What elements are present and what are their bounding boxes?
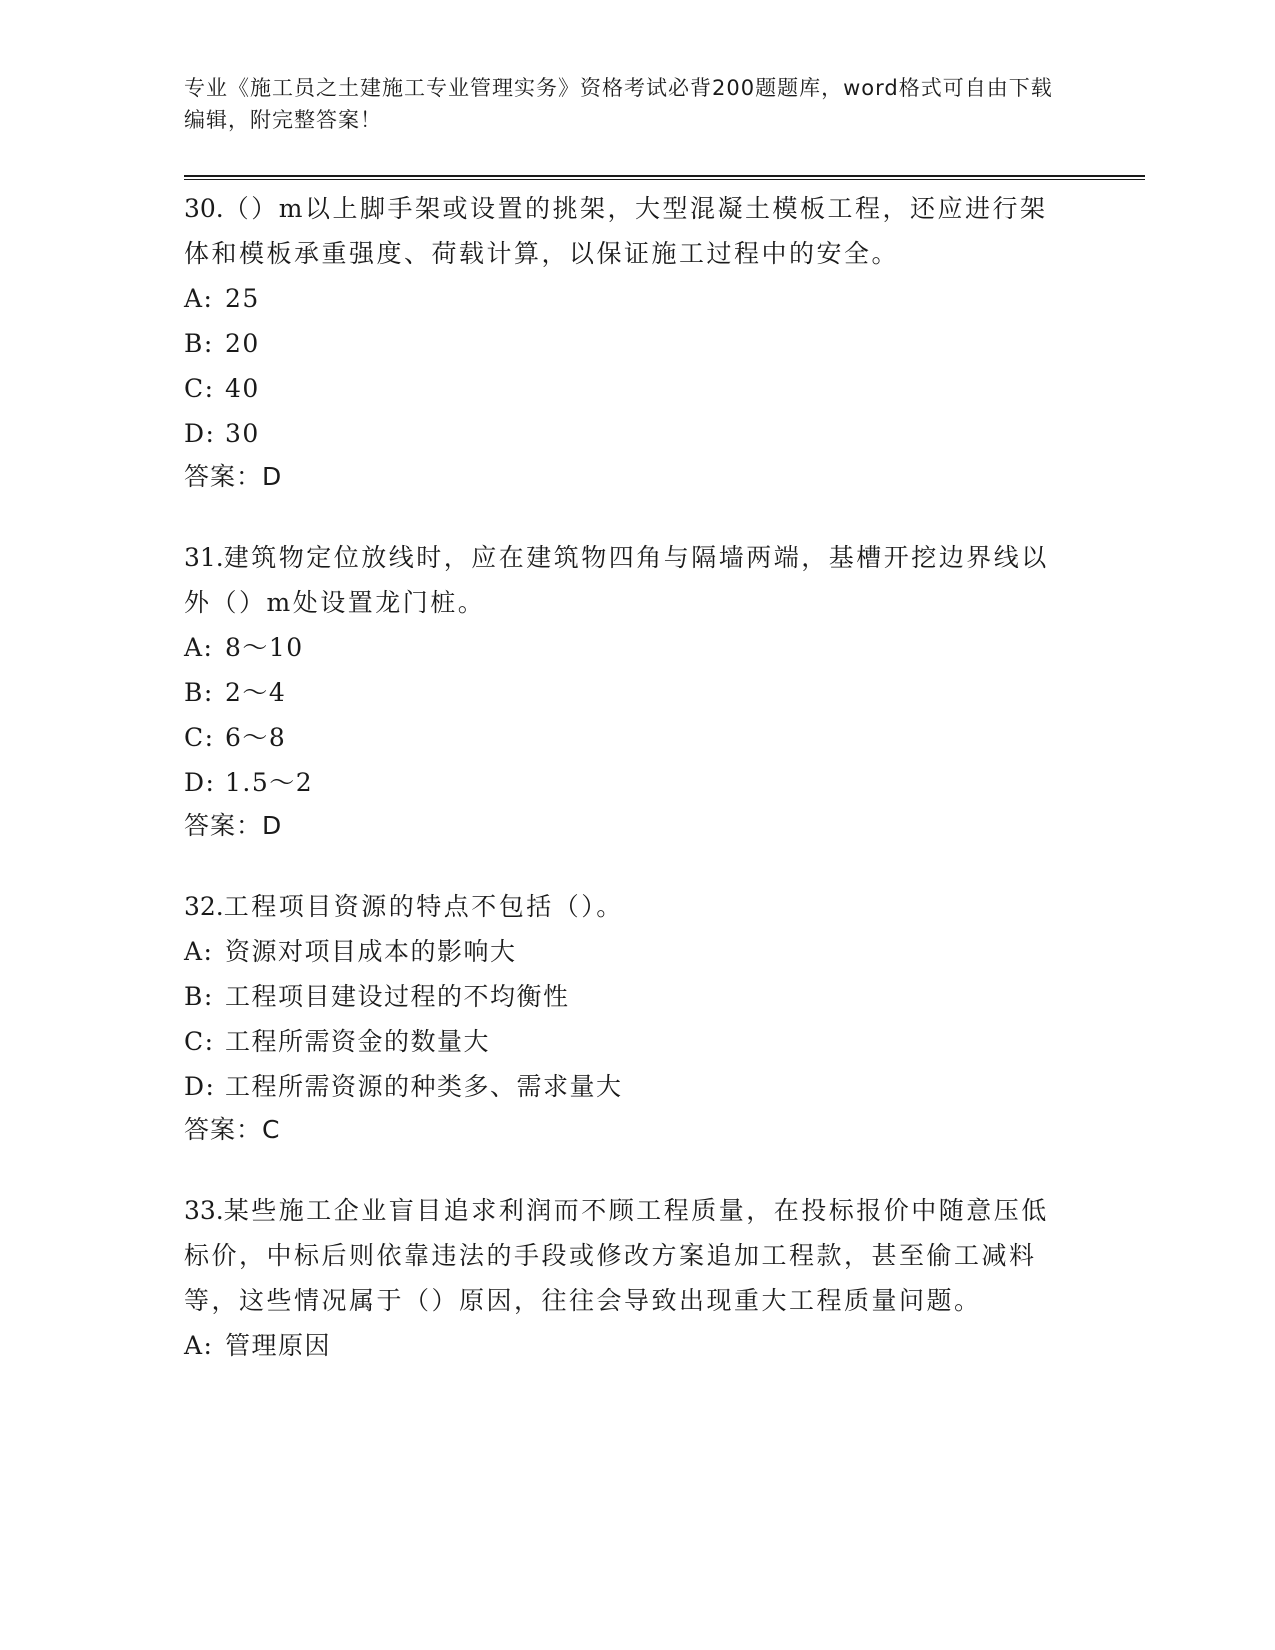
option-label: A: bbox=[184, 633, 214, 662]
option-a bbox=[184, 625, 1064, 670]
option-a bbox=[184, 1323, 1064, 1368]
answer-line: 答案：D bbox=[184, 811, 283, 840]
option-text: 8～10 bbox=[225, 633, 304, 662]
option-c bbox=[184, 366, 1064, 411]
question-number: 31. bbox=[184, 543, 224, 572]
option-d bbox=[184, 760, 1064, 805]
option-text: 6～8 bbox=[225, 723, 287, 752]
option-label: D: bbox=[184, 1072, 216, 1101]
option-label: B: bbox=[184, 982, 214, 1011]
option-label: C: bbox=[184, 374, 215, 403]
option-label: D: bbox=[184, 419, 216, 448]
question-33 bbox=[184, 1188, 1064, 1368]
question-number: 32. bbox=[184, 892, 224, 921]
option-a bbox=[184, 929, 1064, 974]
option-text: 工程项目建设过程的不均衡性 bbox=[225, 982, 570, 1011]
option-label: B: bbox=[184, 329, 214, 358]
option-label: A: bbox=[184, 937, 214, 966]
question-number: 33. bbox=[184, 1196, 224, 1225]
option-label: B: bbox=[184, 678, 214, 707]
option-label: C: bbox=[184, 723, 215, 752]
option-b bbox=[184, 670, 1064, 715]
question-text bbox=[184, 1188, 1064, 1323]
option-text: 30 bbox=[225, 419, 260, 448]
option-d bbox=[184, 1064, 1064, 1109]
option-text: 工程所需资金的数量大 bbox=[225, 1027, 491, 1056]
question-30 bbox=[184, 186, 1064, 498]
option-text: 1.5～2 bbox=[225, 768, 314, 797]
option-c bbox=[184, 715, 1064, 760]
option-text: 资源对项目成本的影响大 bbox=[225, 937, 517, 966]
option-d bbox=[184, 411, 1064, 456]
option-label: A: bbox=[184, 1331, 214, 1360]
question-32 bbox=[184, 884, 1064, 1151]
option-label: D: bbox=[184, 768, 216, 797]
option-text: 2～4 bbox=[225, 678, 287, 707]
question-stem: 工程项目资源的特点不包括（）。 bbox=[223, 892, 624, 921]
question-text bbox=[184, 186, 1064, 276]
question-31 bbox=[184, 535, 1064, 847]
question-text bbox=[184, 535, 1064, 625]
document-header bbox=[184, 72, 1064, 136]
option-text: 管理原因 bbox=[225, 1331, 332, 1360]
question-text bbox=[184, 884, 1064, 929]
option-b bbox=[184, 321, 1064, 366]
answer-line: 答案：D bbox=[184, 462, 283, 491]
header-title: 专业《施工员之土建施工专业管理实务》资格考试必背200题题库，word格式可自由下载编辑，附完整答案！ bbox=[184, 76, 1053, 132]
answer-line: 答案：C bbox=[184, 1115, 281, 1144]
question-stem: 某些施工企业盲目追求利润而不顾工程质量，在投标报价中随意压低标价，中标后则依靠违法的手段或修改方案追加工程款，甚至偷工减料等，这些情况属于（）原因，往往会导致出现重大工程质量问题。 bbox=[184, 1196, 1049, 1315]
option-b bbox=[184, 974, 1064, 1019]
question-stem: 建筑物定位放线时，应在建筑物四角与隔墙两端，基槽开挖边界线以外（）m处设置龙门桩。 bbox=[184, 543, 1049, 617]
header-divider bbox=[184, 175, 1145, 180]
question-number: 30. bbox=[184, 194, 224, 223]
option-text: 工程所需资源的种类多、需求量大 bbox=[225, 1072, 623, 1101]
question-stem: （）m以上脚手架或设置的挑架，大型混凝土模板工程，还应进行架体和模板承重强度、荷载计算，以保证施工过程中的安全。 bbox=[184, 194, 1048, 268]
option-label: C: bbox=[184, 1027, 215, 1056]
option-label: A: bbox=[184, 284, 214, 313]
question-list bbox=[184, 186, 1064, 1405]
option-text: 40 bbox=[225, 374, 260, 403]
option-text: 20 bbox=[225, 329, 260, 358]
option-a bbox=[184, 276, 1064, 321]
option-c bbox=[184, 1019, 1064, 1064]
option-text: 25 bbox=[225, 284, 260, 313]
